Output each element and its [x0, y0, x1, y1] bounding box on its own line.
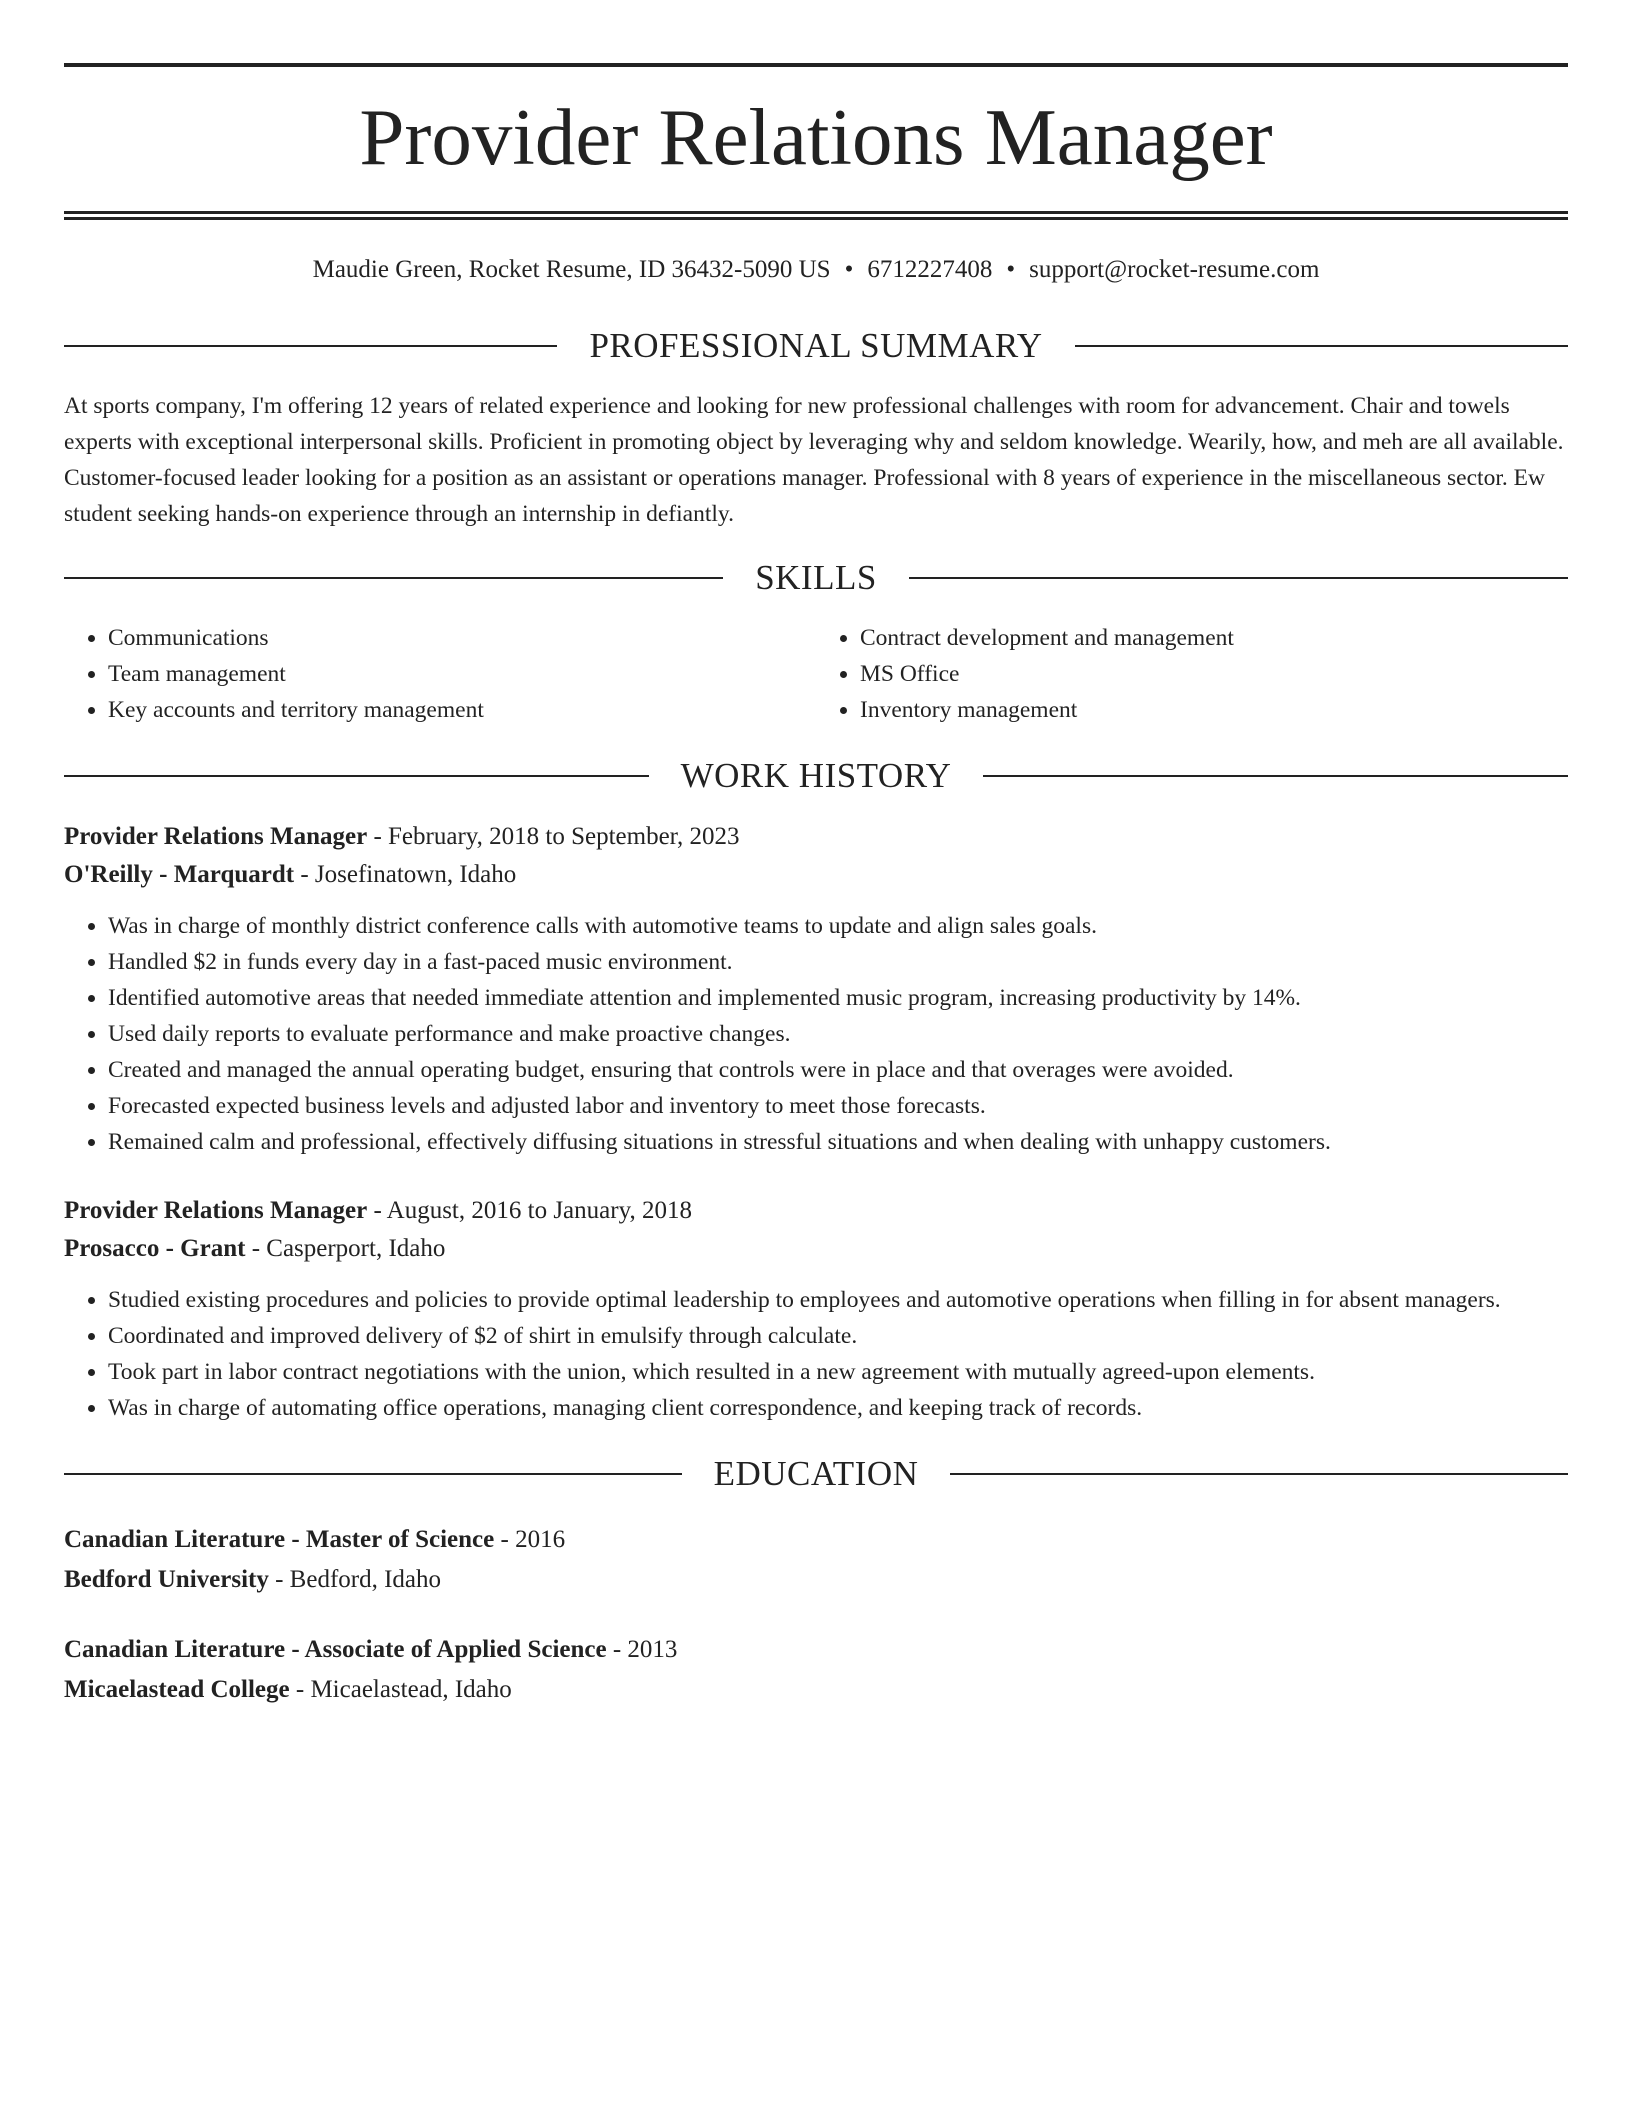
section-title-skills: SKILLS — [755, 558, 877, 597]
section-divider — [64, 775, 649, 777]
skill-item: • Inventory management — [860, 692, 1568, 728]
title-double-rule — [64, 211, 1568, 220]
job-company: O'Reilly - Marquardt — [64, 861, 295, 888]
skill-item: • Team management — [108, 656, 816, 692]
education-location: - Micaelastead, Idaho — [289, 1676, 512, 1703]
education-entry — [64, 1630, 1568, 1710]
job-bullet: • Handled $2 in funds every day in a fast-paced music environment. — [108, 944, 1568, 980]
education-school: Micaelastead College — [64, 1676, 290, 1703]
job-title: Provider Relations Manager — [64, 823, 368, 850]
job-bullet: • Coordinated and improved delivery of $2 of shirt in emulsify through calculate. — [108, 1318, 1568, 1354]
job-bullets — [64, 1282, 1568, 1426]
job-bullets — [64, 908, 1568, 1160]
section-divider — [983, 775, 1568, 777]
job-bullet: • Identified automotive areas that needed immediate attention and implemented music program, increasing productivity by 14%. — [108, 980, 1568, 1016]
job-bullet: • Used daily reports to evaluate performance and make proactive changes. — [108, 1016, 1568, 1052]
job-bullet: • Created and managed the annual operating budget, ensuring that controls were in place and that overages were avoided. — [108, 1052, 1568, 1088]
work-section-header — [64, 754, 1568, 798]
job-company-line — [64, 1230, 1568, 1268]
education-section-header — [64, 1452, 1568, 1496]
education-school: Bedford University — [64, 1566, 269, 1593]
skill-item: • Communications — [108, 620, 816, 656]
education-year: - 2016 — [494, 1526, 566, 1553]
section-divider — [1075, 345, 1568, 347]
education-entry — [64, 1520, 1568, 1600]
contact-phone[interactable]: 6712227408 — [867, 256, 993, 283]
education-school-line — [64, 1560, 1568, 1600]
job-dates: - February, 2018 to September, 2023 — [367, 823, 740, 850]
job-company-line — [64, 856, 1568, 894]
job-company: Prosacco - Grant — [64, 1235, 246, 1262]
education-year: - 2013 — [606, 1636, 678, 1663]
job-bullet: • Was in charge of monthly district conference calls with automotive teams to update and align sales goals. — [108, 908, 1568, 944]
contact-address: Maudie Green, Rocket Resume, ID 36432-5090 US — [312, 256, 831, 283]
section-divider — [64, 1473, 682, 1475]
summary-section-header — [64, 324, 1568, 368]
job-entry — [64, 1192, 1568, 1426]
skill-item: • Key accounts and territory management — [108, 692, 816, 728]
education-location: - Bedford, Idaho — [268, 1566, 442, 1593]
education-school-line — [64, 1670, 1568, 1710]
section-divider — [950, 1473, 1568, 1475]
job-dates: - August, 2016 to January, 2018 — [367, 1197, 692, 1224]
skills-list — [64, 620, 1568, 728]
summary-text: At sports company, I'm offering 12 years of related experience and looking for new professional challenges with room for advancement. Chair and towels experts with exceptional interpersonal skills. Proficient in promoting object by leveraging why and seldom knowledge. Wearily, how, and meh are all available. Customer-focused leader looking for a position as an assistant or operations manager. Professional with 8 years of experience in the miscellaneous sector. Ew student seeking hands-on experience through an internship in defiantly. — [64, 393, 1564, 527]
job-bullet: • Was in charge of automating office operations, managing client correspondence, and keeping track of records. — [108, 1390, 1568, 1426]
top-rule — [64, 63, 1568, 67]
education-degree: Canadian Literature - Master of Science — [64, 1526, 495, 1553]
education-degree-line — [64, 1630, 1568, 1670]
job-location: - Josefinatown, Idaho — [294, 861, 517, 888]
education-degree: Canadian Literature - Associate of Applied Science — [64, 1636, 607, 1663]
job-title-line — [64, 1192, 1568, 1230]
section-title-education: EDUCATION — [713, 1454, 919, 1493]
skills-column-left — [64, 620, 816, 728]
job-bullet: • Remained calm and professional, effectively diffusing situations in stressful situations and when dealing with unhappy customers. — [108, 1124, 1568, 1160]
contact-email[interactable]: support@rocket-resume.com — [1029, 256, 1320, 283]
section-title-summary: PROFESSIONAL SUMMARY — [589, 326, 1043, 365]
skills-section-header — [64, 556, 1568, 600]
job-bullet: • Forecasted expected business levels and adjusted labor and inventory to meet those forecasts. — [108, 1088, 1568, 1124]
job-title-line — [64, 818, 1568, 856]
section-title-work: WORK HISTORY — [680, 756, 952, 795]
page-title: Provider Relations Manager — [359, 92, 1273, 182]
job-bullet: • Took part in labor contract negotiations with the union, which resulted in a new agreement with mutually agreed-upon elements. — [108, 1354, 1568, 1390]
contact-separator: • — [1006, 256, 1016, 283]
job-entry — [64, 818, 1568, 1160]
contact-separator: • — [844, 256, 854, 283]
section-divider — [64, 345, 557, 347]
job-location: - Casperport, Idaho — [245, 1235, 446, 1262]
education-degree-line — [64, 1520, 1568, 1560]
section-divider — [64, 577, 723, 579]
job-title: Provider Relations Manager — [64, 1197, 368, 1224]
skill-item: • Contract development and management — [860, 620, 1568, 656]
contact-line — [64, 254, 1568, 286]
section-divider — [909, 577, 1568, 579]
skill-item: • MS Office — [860, 656, 1568, 692]
job-bullet: • Studied existing procedures and policies to provide optimal leadership to employees and automotive operations when filling in for absent managers. — [108, 1282, 1568, 1318]
skills-column-right — [816, 620, 1568, 728]
